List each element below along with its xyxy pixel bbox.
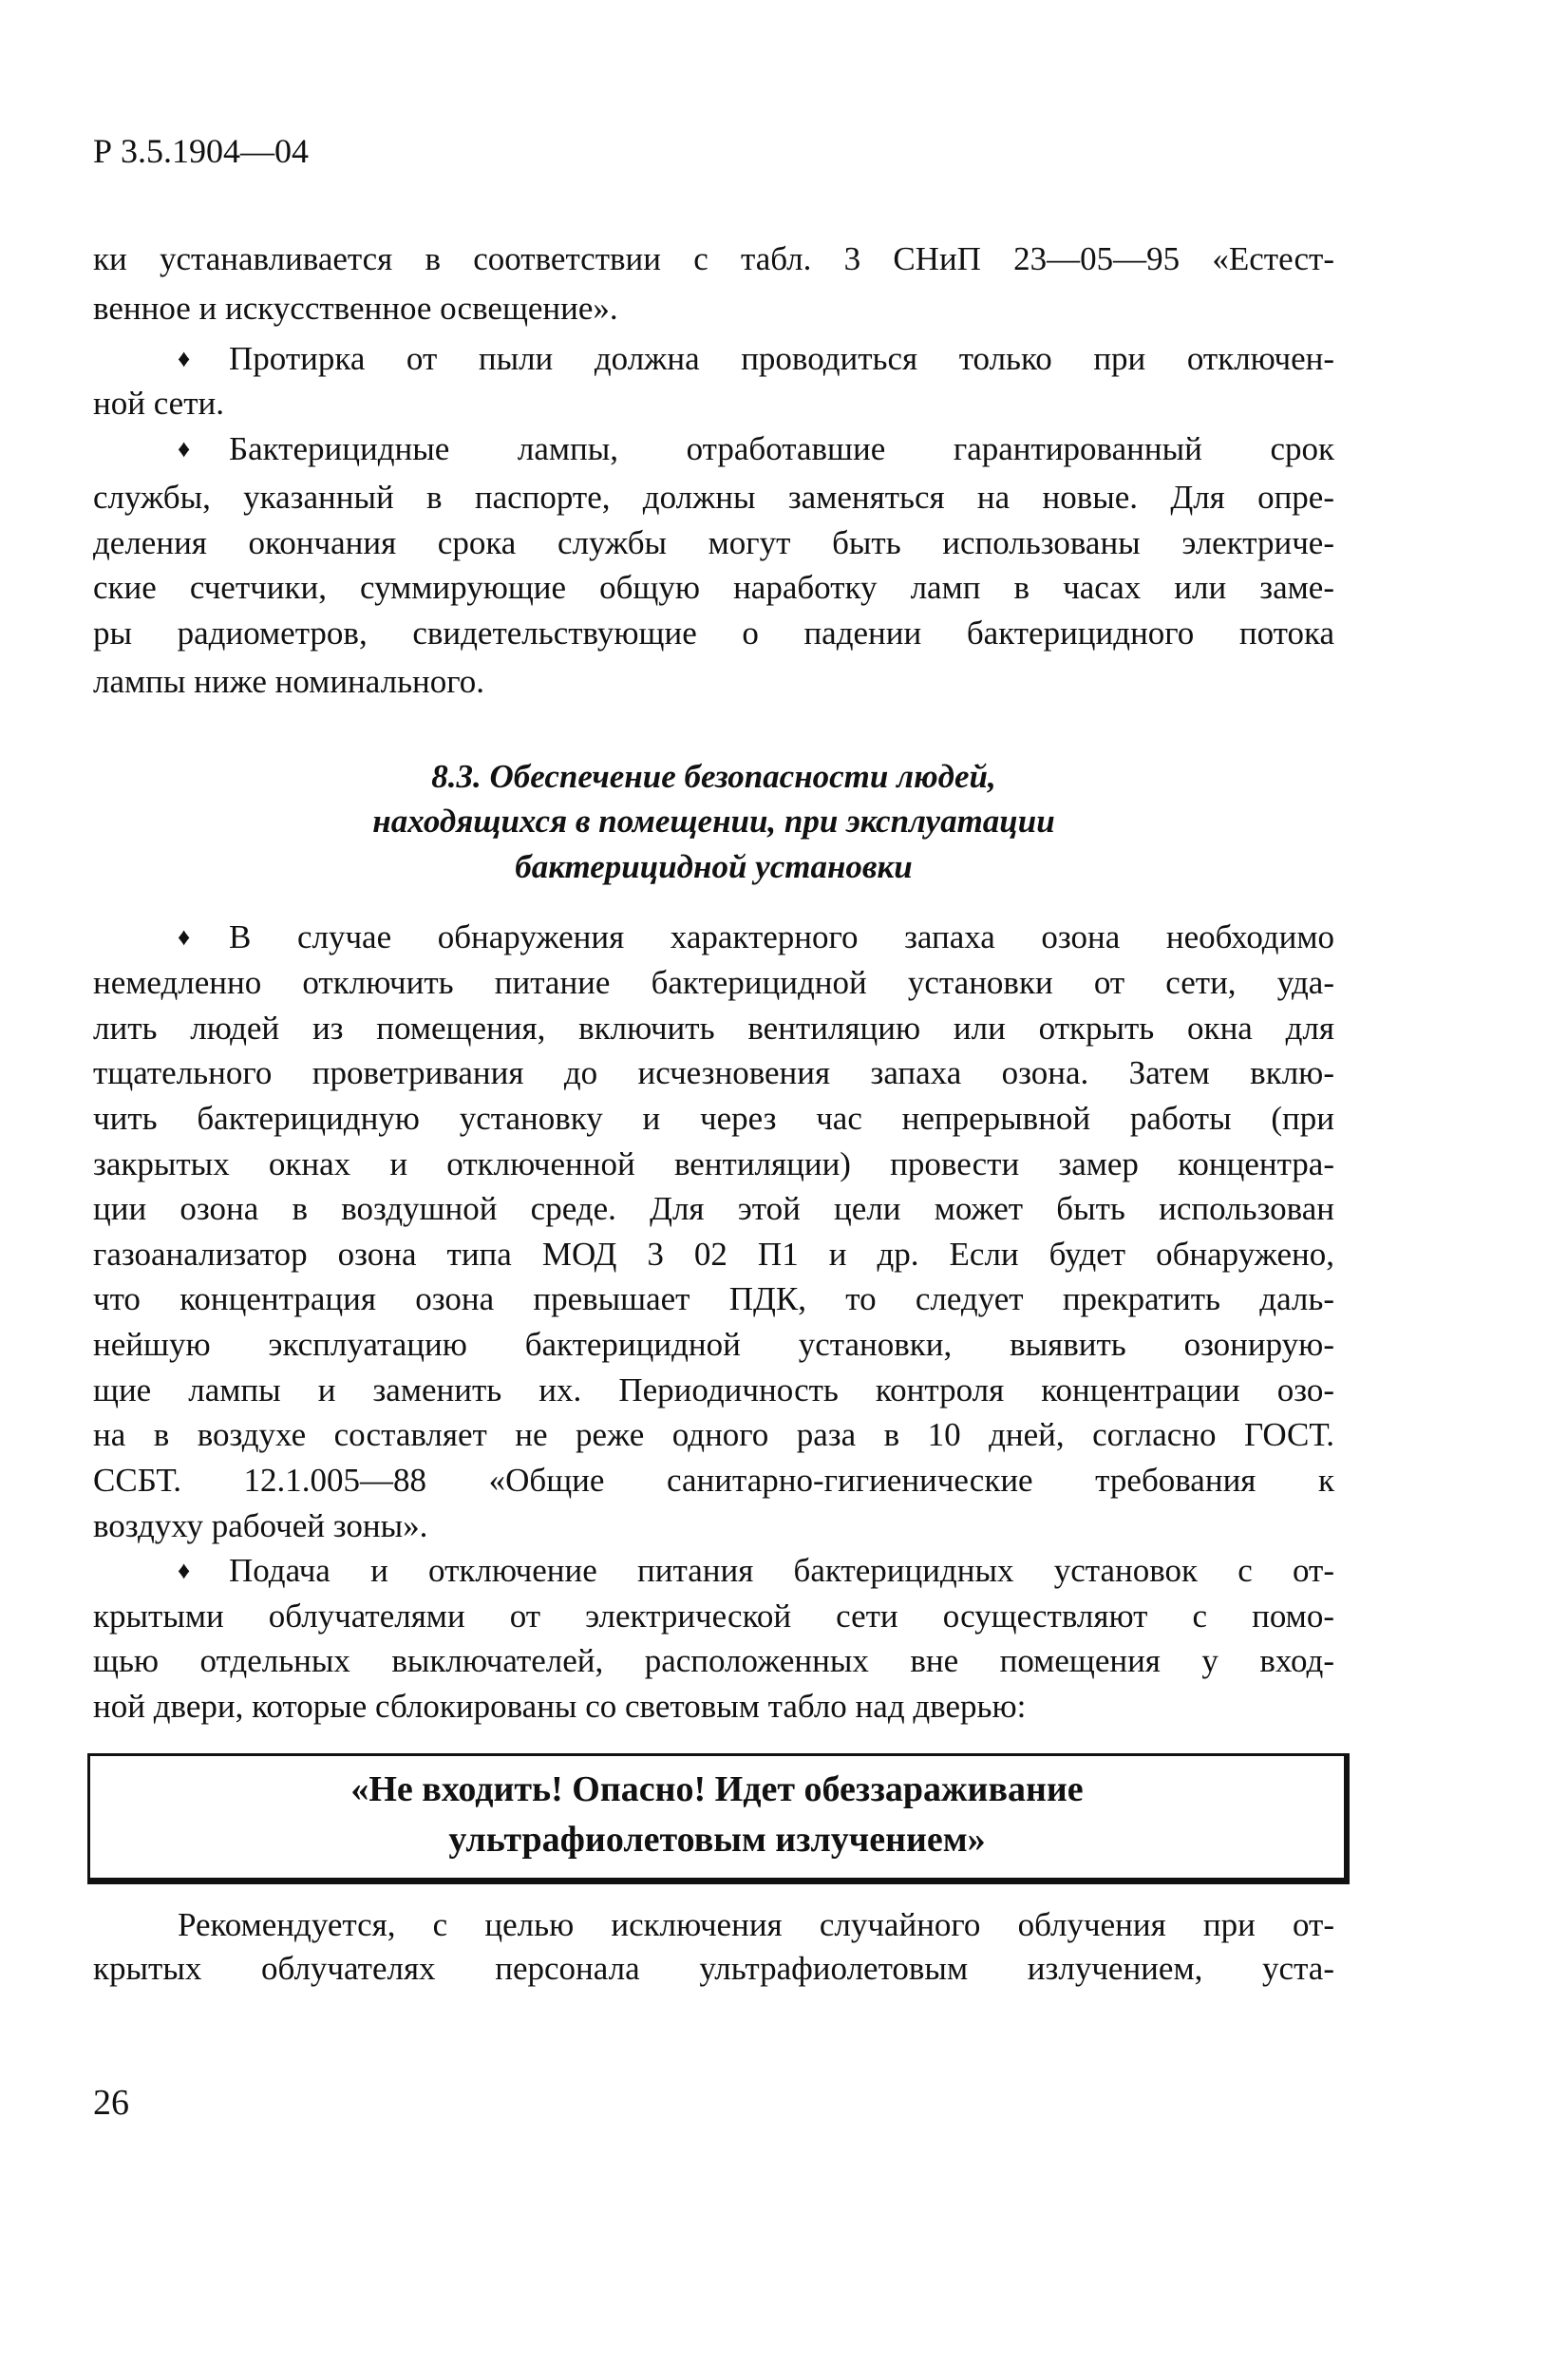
document-code-header: Р 3.5.1904—04 bbox=[93, 132, 310, 170]
text-line: чить бактерицидную установку и через час непрерывной работы (при bbox=[93, 1100, 1334, 1137]
text-line: воздуху рабочей зоны». bbox=[93, 1507, 428, 1544]
text-line: ские счетчики, суммирующие общую наработку ламп в часах или заме- bbox=[93, 569, 1334, 606]
page-number: 26 bbox=[93, 2083, 129, 2123]
bullet-diamond-icon: ♦ bbox=[178, 1557, 191, 1584]
text-line: В случае обнаружения характерного запаха озона необходимо bbox=[229, 918, 1334, 955]
text-line: Бактерицидные лампы, отработавшие гарантированный срок bbox=[229, 430, 1334, 467]
text-line: Рекомендуется, с целью исключения случайного облучения при от- bbox=[178, 1906, 1334, 1943]
section-heading-line: 8.3. Обеспечение безопасности людей, bbox=[431, 758, 996, 795]
text-line: Протирка от пыли должна проводиться только при отключен- bbox=[229, 340, 1334, 377]
text-line: что концентрация озона превышает ПДК, то следует прекратить даль- bbox=[93, 1280, 1334, 1317]
bullet-diamond-icon: ♦ bbox=[178, 435, 191, 463]
text-line: лампы ниже номинального. bbox=[93, 663, 485, 700]
text-line: на в воздухе составляет не реже одного раза в 10 дней, согласно ГОСТ. bbox=[93, 1416, 1334, 1453]
bullet-diamond-icon: ♦ bbox=[178, 345, 191, 372]
section-heading-line: находящихся в помещении, при эксплуатации bbox=[372, 803, 1055, 840]
bullet-diamond-icon: ♦ bbox=[178, 923, 191, 951]
text-line: службы, указанный в паспорте, должны заменяться на новые. Для опре- bbox=[93, 479, 1334, 516]
text-line: немедленно отключить питание бактерицидной установки от сети, уда- bbox=[93, 964, 1334, 1001]
warning-sign-line: «Не входить! Опасно! Идет обеззараживание bbox=[350, 1769, 1084, 1809]
text-line: нейшую эксплуатацию бактерицидной установки, выявить озонирую- bbox=[93, 1326, 1334, 1363]
text-line: ной двери, которые сблокированы со световым табло над дверью: bbox=[93, 1688, 1027, 1725]
text-line: крытых облучателях персонала ультрафиолетовым излучением, уста- bbox=[93, 1950, 1334, 1987]
text-line: ции озона в воздушной среде. Для этой цели может быть использован bbox=[93, 1190, 1334, 1227]
text-line: ки устанавливается в соответствии с табл. 3 СНиП 23—05—95 «Естест- bbox=[93, 240, 1334, 277]
text-line: ССБТ. 12.1.005—88 «Общие санитарно-гигиенические требования к bbox=[93, 1462, 1334, 1499]
text-line: щие лампы и заменить их. Периодичность контроля концентрации озо- bbox=[93, 1371, 1334, 1408]
text-line: ры радиометров, свидетельствующие о падении бактерицидного потока bbox=[93, 614, 1334, 652]
text-line: тщательного проветривания до исчезновения запаха озона. Затем вклю- bbox=[93, 1054, 1334, 1091]
text-line: щью отдельных выключателей, расположенных вне помещения у вход- bbox=[93, 1642, 1334, 1679]
text-line: ной сети. bbox=[93, 385, 224, 422]
text-line: деления окончания срока службы могут быть использованы электриче- bbox=[93, 524, 1334, 561]
text-line: венное и искусственное освещение». bbox=[93, 290, 618, 327]
text-line: крытыми облучателями от электрической сети осуществляют с помо- bbox=[93, 1597, 1334, 1635]
text-line: закрытых окнах и отключенной вентиляции) провести замер концентра- bbox=[93, 1145, 1334, 1182]
warning-sign-line: ультрафиолетовым излучением» bbox=[448, 1820, 986, 1860]
section-heading-line: бактерицидной установки bbox=[515, 848, 913, 885]
text-line: Подача и отключение питания бактерицидных установок с от- bbox=[229, 1552, 1334, 1589]
text-line: лить людей из помещения, включить вентиляцию или открыть окна для bbox=[93, 1010, 1334, 1047]
warning-sign-box bbox=[87, 1753, 1350, 1884]
text-line: газоанализатор озона типа МОД 3 02 П1 и др. Если будет обнаружено, bbox=[93, 1236, 1334, 1273]
